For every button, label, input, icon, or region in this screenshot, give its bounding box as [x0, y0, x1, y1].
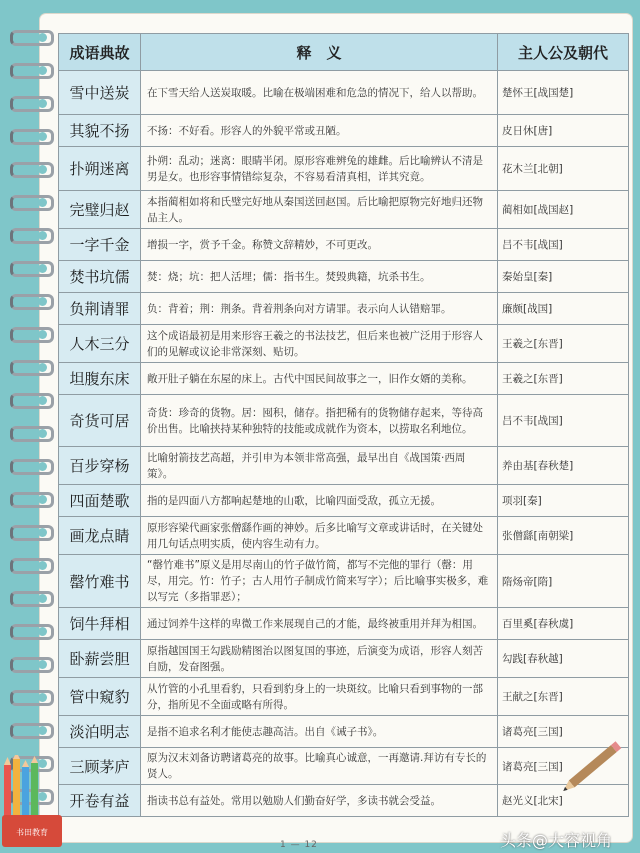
meaning-cell: 指读书总有益处。常用以勉励人们勤奋好学，多读书就会受益。	[141, 785, 498, 817]
binding-hole	[38, 561, 47, 570]
binding-hole	[38, 726, 47, 735]
meaning-cell: 增损一字，赏予千金。称赞文辞精妙，不可更改。	[141, 229, 498, 261]
person-cell: 王羲之[东晋]	[498, 363, 629, 395]
table-row	[59, 517, 629, 555]
idiom-cell: 罄竹难书	[59, 555, 141, 608]
person-cell: 皮日休[唐]	[498, 115, 629, 147]
binding-hole	[38, 429, 47, 438]
header-meaning: 释 义	[141, 34, 498, 71]
binding-hole	[38, 462, 47, 471]
idiom-cell: 人木三分	[59, 325, 141, 363]
binding-hole	[38, 198, 47, 207]
idiom-cell: 焚书坑儒	[59, 261, 141, 293]
ring-icon	[10, 294, 54, 310]
binding-hole	[38, 396, 47, 405]
ring-icon	[10, 327, 54, 343]
meaning-cell: 指的是四面八方都响起楚地的山歌，比喻四面受敌，孤立无援。	[141, 485, 498, 517]
meaning-cell: 原形容梁代画家张僧繇作画的神妙。后多比喻写文章或讲话时，在关键处用几句话点明实质，使内容生动有力。	[141, 517, 498, 555]
person-cell: 楚怀王[战国楚]	[498, 71, 629, 115]
person-cell: 王羲之[东晋]	[498, 325, 629, 363]
table-row	[59, 785, 629, 817]
idiom-cell: 画龙点睛	[59, 517, 141, 555]
meaning-cell: 本指蔺相如将和氏璧完好地从秦国送回赵国。后比喻把原物完好地归还物品主人。	[141, 191, 498, 229]
ring-icon	[10, 393, 54, 409]
table-row	[59, 678, 629, 716]
ring-icon	[10, 624, 54, 640]
person-cell: 百里奚[春秋虞]	[498, 608, 629, 640]
idiom-cell: 三顾茅庐	[59, 748, 141, 785]
table-row	[59, 716, 629, 748]
meaning-cell: 不扬：不好看。形容人的外貌平常或丑陋。	[141, 115, 498, 147]
idiom-cell: 雪中送炭	[59, 71, 141, 115]
person-cell: 吕不韦[战国]	[498, 395, 629, 447]
table-row	[59, 71, 629, 115]
binding-hole	[38, 528, 47, 537]
table-row	[59, 485, 629, 517]
person-cell: 花木兰[北朝]	[498, 147, 629, 191]
table-row	[59, 640, 629, 678]
person-cell: 蔺相如[战国赵]	[498, 191, 629, 229]
meaning-cell: 在下雪天给人送炭取暖。比喻在极端困难和危急的情况下，给人以帮助。	[141, 71, 498, 115]
idiom-cell: 扑朔迷离	[59, 147, 141, 191]
binding-hole	[38, 99, 47, 108]
header-idiom: 成语典故	[59, 34, 141, 71]
binding-hole	[38, 231, 47, 240]
table-header-row	[59, 34, 629, 71]
watermark: 头条@大容视角	[500, 831, 613, 850]
ring-icon	[10, 591, 54, 607]
ring-icon	[10, 657, 54, 673]
table-row	[59, 115, 629, 147]
ring-icon	[10, 459, 54, 475]
binding-hole	[38, 627, 47, 636]
ring-icon	[10, 690, 54, 706]
meaning-cell: 奇货：珍奇的货物。居：囤积，储存。指把稀有的货物储存起来，等待高价出售。比喻挟持某种独特的技能或成就作为资本，以捞取名利地位。	[141, 395, 498, 447]
idiom-cell: 管中窥豹	[59, 678, 141, 716]
meaning-cell: 原为汉末刘备访聘诸葛亮的故事。比喻真心诚意，一再邀请.拜访有专长的贤人。	[141, 748, 498, 785]
header-person: 主人公及朝代	[498, 34, 629, 71]
meaning-cell: 敞开肚子躺在东屋的床上。古代中国民间故事之一，旧作女婿的美称。	[141, 363, 498, 395]
person-cell: 廉颇[战国]	[498, 293, 629, 325]
meaning-cell: 这个成语最初是用来形容王羲之的书法技艺，但后来也被广泛用于形容人们的见解或议论非常深刻、贴切。	[141, 325, 498, 363]
table-row	[59, 363, 629, 395]
ring-icon	[10, 426, 54, 442]
idiom-cell: 其貌不扬	[59, 115, 141, 147]
person-cell: 隋炀帝[隋]	[498, 555, 629, 608]
table-row	[59, 261, 629, 293]
person-cell: 诸葛亮[三国]	[498, 716, 629, 748]
idiom-cell: 百步穿杨	[59, 447, 141, 485]
ring-icon	[10, 63, 54, 79]
idiom-cell: 四面楚歌	[59, 485, 141, 517]
ring-icon	[10, 228, 54, 244]
idiom-table	[58, 33, 629, 817]
binding-hole	[38, 66, 47, 75]
binding-hole	[38, 264, 47, 273]
meaning-cell: 负：背着；荆：荆条。背着荆条向对方请罪。表示向人认错赔罪。	[141, 293, 498, 325]
ring-icon	[10, 162, 54, 178]
meaning-cell: 原指越国国王勾践励精图治以图复国的事迹，后演变为成语，形容人刻苦自励，发奋图强。	[141, 640, 498, 678]
person-cell: 赵光义[北宋]	[498, 785, 629, 817]
table-row	[59, 447, 629, 485]
ring-icon	[10, 723, 54, 739]
pencil-icon	[560, 730, 630, 800]
idiom-cell: 饲牛拜相	[59, 608, 141, 640]
person-cell: 张僧繇[南朝梁]	[498, 517, 629, 555]
meaning-cell: 扑朔：乱动；迷离：眼睛半闭。原形容难辨兔的雄雌。后比喻辨认不清是男是女。也形容事情错综复杂，不容易看清真相，详其究竟。	[141, 147, 498, 191]
table-row	[59, 608, 629, 640]
meaning-cell: “罄竹难书”原义是用尽南山的竹子做竹简，都写不完他的罪行（罄：用尽，用完。竹：竹子；古人用竹子制成竹简来写字）；后比喻事实极多，难以写完（多指罪恶）；	[141, 555, 498, 608]
binding-hole	[38, 693, 47, 702]
table-row	[59, 748, 629, 785]
binding-hole	[38, 33, 47, 42]
ring-icon	[10, 96, 54, 112]
ring-icon	[10, 558, 54, 574]
ring-icon	[10, 492, 54, 508]
binding-hole	[38, 132, 47, 141]
binding-hole	[38, 297, 47, 306]
person-cell: 诸葛亮[三国]	[498, 748, 629, 785]
idiom-cell: 卧薪尝胆	[59, 640, 141, 678]
ring-icon	[10, 30, 54, 46]
person-cell: 吕不韦[战国]	[498, 229, 629, 261]
table-row	[59, 325, 629, 363]
ring-icon	[10, 525, 54, 541]
table-row	[59, 555, 629, 608]
binding-hole	[38, 660, 47, 669]
binding-hole	[38, 363, 47, 372]
meaning-cell: 从竹管的小孔里看豹，只看到豹身上的一块斑纹。比喻只看到事物的一部分，指所见不全面或略有所得。	[141, 678, 498, 716]
table-row	[59, 229, 629, 261]
person-cell: 秦始皇[秦]	[498, 261, 629, 293]
meaning-cell: 比喻射箭技艺高超，并引申为本领非常高强，最早出自《战国策·西周策》。	[141, 447, 498, 485]
page-number: 1 — 12	[280, 840, 318, 850]
idiom-cell: 淡泊明志	[59, 716, 141, 748]
table-row	[59, 395, 629, 447]
person-cell: 养由基[春秋楚]	[498, 447, 629, 485]
idiom-cell: 开卷有益	[59, 785, 141, 817]
idiom-cell: 完璧归赵	[59, 191, 141, 229]
pencil-cup-icon	[0, 755, 70, 850]
ring-icon	[10, 129, 54, 145]
meaning-cell: 焚：烧；坑：把人活埋；儒：指书生。焚毁典籍，坑杀书生。	[141, 261, 498, 293]
meaning-cell: 通过饲养牛这样的卑微工作来展现自己的才能，最终被重用并拜为相国。	[141, 608, 498, 640]
ring-icon	[10, 261, 54, 277]
pencil-cup-label: 书田教育	[16, 828, 48, 837]
binding-hole	[38, 165, 47, 174]
person-cell: 项羽[秦]	[498, 485, 629, 517]
idiom-cell: 一字千金	[59, 229, 141, 261]
ring-icon	[10, 360, 54, 376]
person-cell: 勾践[春秋越]	[498, 640, 629, 678]
binding-hole	[38, 330, 47, 339]
binding-hole	[38, 594, 47, 603]
ring-icon	[10, 195, 54, 211]
table-row	[59, 293, 629, 325]
meaning-cell: 是指不追求名利才能使志趣高洁。出自《诫子书》。	[141, 716, 498, 748]
idiom-cell: 奇货可居	[59, 395, 141, 447]
idiom-cell: 负荆请罪	[59, 293, 141, 325]
person-cell: 王献之[东晋]	[498, 678, 629, 716]
table-row	[59, 147, 629, 191]
idiom-cell: 坦腹东床	[59, 363, 141, 395]
table-row	[59, 191, 629, 229]
binding-hole	[38, 495, 47, 504]
